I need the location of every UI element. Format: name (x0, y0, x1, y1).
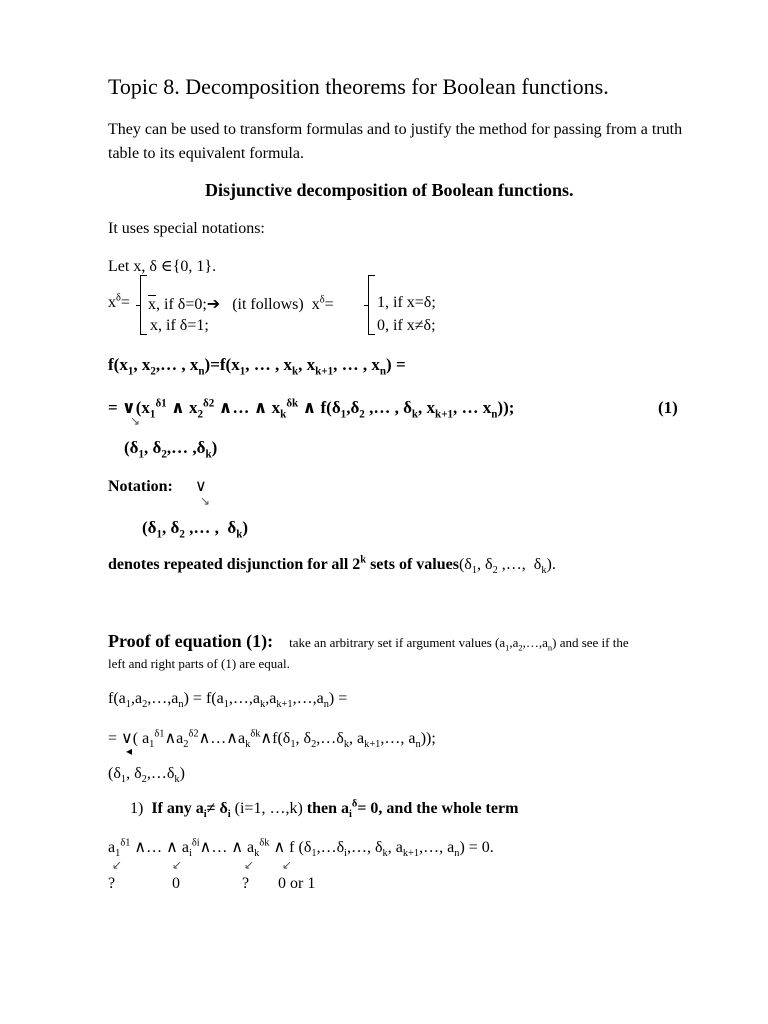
page-title: Topic 8. Decomposition theorems for Boolean functions. (108, 74, 609, 99)
under-label-1: ? (108, 875, 116, 892)
rdef-case-1: 1, if x=δ; (377, 294, 436, 311)
arrow-icon: ↘ (130, 414, 141, 428)
rdef-case-2: 0, if x≠δ; (377, 317, 436, 334)
arrow-icon: ◂ (126, 744, 133, 758)
arrow-icon: ↙ (172, 858, 183, 872)
term-line: $a_1^{\delta 1}$ ∧… ∧ $a_i^{\delta i}\wedge\dots$ ∧ $a_k^{\delta k}$ ∧ f ($\delta_1,\dots\delta_i,\dots$, $\delta_k$, $a_{k+1},\dots$, $a_n) = 0$. (108, 837, 494, 860)
under-label-3: ? (242, 875, 250, 892)
arrow-icon: ↙ (244, 858, 255, 872)
def-case-2: x, if δ=1; (150, 317, 209, 334)
right-brace-tip (364, 305, 369, 306)
arrow-icon: ↘ (200, 494, 211, 508)
equation-line-2: = $\vee(x_1^{\delta 1}$ ∧ $x_2^{\delta 2}$ ∧… ∧ $x_k^{\delta k}$ ∧ $f(\delta_1,\delta_2$ ,… , $\delta_k$, $x_{k+1}$, … $x_n$)); (108, 397, 515, 421)
section-heading: Disjunctive decomposition of Boolean functions. (205, 180, 574, 200)
def-case-1: $\overline{x}$, if δ=0;➔ (it follows) $x^\delta=$ (148, 294, 334, 313)
equation-number: (1) (658, 398, 678, 417)
def-lhs: $x^\delta=$ (108, 292, 130, 311)
under-label-4: 0 or 1 (278, 875, 316, 892)
notation-label: Notation: (108, 478, 173, 495)
left-brace-tip (136, 305, 141, 306)
proof-text-2: left and right parts of (1) are equal. (108, 656, 290, 671)
equation-line-1: $f(x_1$, $x_2,\dots$ , $x_n)=f(x_1$, … , $x_k$, $x_{k+1}$, … , $x_n$) = (108, 355, 406, 378)
denotes-line: denotes repeated disjunction for all 2$^k$ sets of $values(\delta_1$, $\delta_2$ ,…, $\delta_k$). (108, 554, 556, 577)
arrow-icon: ↙ (112, 858, 123, 872)
under-label-2: 0 (172, 875, 180, 892)
notation-or: ∨ (195, 478, 207, 495)
uses-notations-text: It uses special notations: (108, 220, 265, 237)
case-item-1: 1) If any $a_i\ne \delta_i$ (i=1, …,k) then $a_i^\delta= 0$, and the whole term (130, 798, 519, 821)
equation-index: ($\delta_1$, $\delta_2,\dots$ $,\delta_k$) (124, 438, 218, 461)
proof-eq-2: = ∨( $a_1^{\delta 1}\wedge a_2^{\delta 2}\wedge\dots\wedge a_k^{\delta k}\wedge f(\delta_1$, $\delta_2,\dots\delta_k$, $a_{k+1},\dots$, $a_n$)); (108, 728, 436, 751)
arrow-icon: ↙ (282, 858, 293, 872)
notation-index: ($\delta_1$, $\delta_2$ ,… , $\delta_k$) (142, 518, 249, 541)
proof-index: ($\delta_1$, $\delta_2,\dots\delta_k$) (108, 765, 185, 786)
proof-heading-line: Proof of equation (1): take an arbitrary set if argument values $(a_1,a_2,\dots,a_n)$ and see if the (108, 631, 629, 653)
intro-paragraph: They can be used to transform formulas and to justify the method for passing from a truth table to its equivalent formula. (108, 121, 683, 162)
let-line: Let x, δ ∈{0, 1}. (108, 258, 217, 275)
proof-eq-1: $f(a_1,a_2,\dots,a_n)$ = $f(a_1,\dots,a_k,a_{k+1},\dots,a_n)$ = (108, 690, 348, 711)
